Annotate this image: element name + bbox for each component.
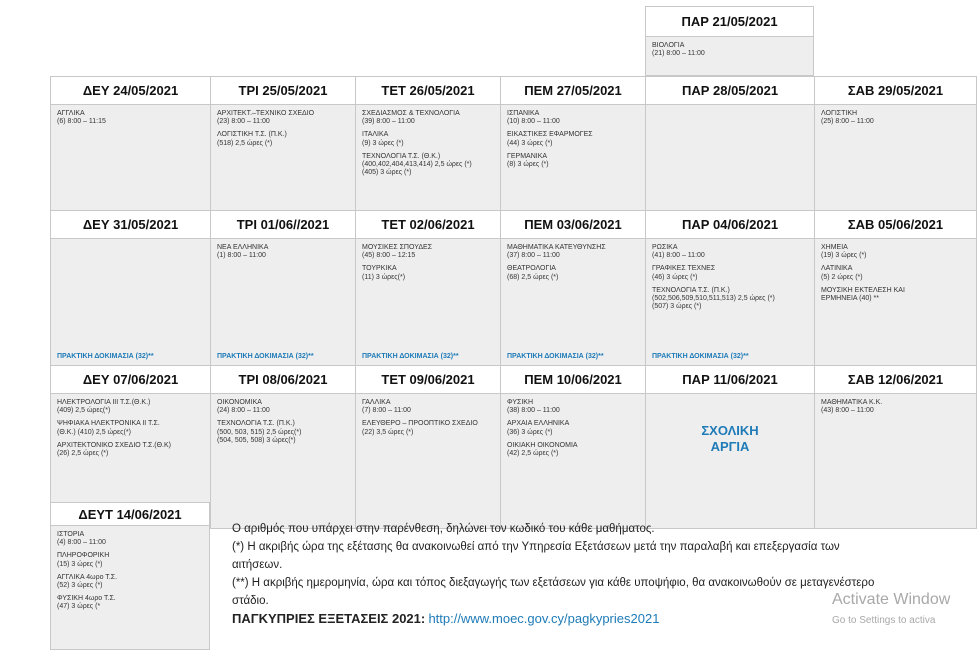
exam-entry: [217, 244, 349, 260]
exam-detail: (518) 2,5 ώρες (*): [217, 139, 273, 147]
day-header-top: ΠΑΡ 21/05/2021: [645, 6, 814, 37]
exam-subject: ΑΓΓΛΙΚΑ 4ωρο Τ.Σ.: [57, 573, 118, 581]
exam-subject: ΛΟΓΙΣΤΙΚΗ: [821, 110, 858, 117]
day-header: ΤΕΤ 26/05/2021: [355, 76, 501, 105]
day-header-last: ΔΕΥΤ 14/06/2021: [50, 502, 210, 526]
exam-subject: ΦΥΣΙΚΗ: [507, 399, 534, 406]
exam-entry: [507, 131, 639, 147]
exam-detail: (22) 3,5 ώρες (*): [362, 428, 414, 436]
day-cell: [645, 393, 815, 529]
exam-entry: [507, 244, 639, 260]
exam-subject: ΤΕΧΝΟΛΟΓΙΑ Τ.Σ. (Θ.Κ.): [362, 152, 441, 160]
exam-entry: [507, 110, 639, 126]
exam-entry: [507, 399, 639, 415]
day-cell-top: [645, 36, 814, 76]
activation-watermark: Activate Window: [832, 591, 951, 608]
exam-detail: (400,402,404,413,414) 2,5 ώρες (*) (405) 3 ώρες (*): [362, 161, 472, 177]
exam-subject: ΜΟΥΣΙΚΗ ΕΚΤΕΛΕΣΗ ΚΑΙ: [821, 286, 905, 294]
practical-exam-label: ΠΡΑΚΤΙΚΗ ΔΟΚΙΜΑΣΙΑ (32)**: [507, 352, 604, 360]
exam-subject: ΤΕΧΝΟΛΟΓΙΑ Τ.Σ. (Π.Κ.): [217, 420, 295, 428]
exam-subject: ΡΩΣΙΚΑ: [652, 244, 678, 251]
exam-detail: (5) 2 ώρες (*): [821, 273, 863, 281]
exam-entry: [507, 265, 639, 281]
day-header: ΣΑΒ 12/06/2021: [814, 365, 977, 394]
exam-entry: [507, 442, 639, 458]
day-header: ΔΕΥ 24/05/2021: [50, 76, 211, 105]
day-header: ΔΕΥ 31/05/2021: [50, 210, 211, 239]
day-cell: [814, 238, 977, 367]
exam-entry: [821, 287, 970, 303]
exam-entry: [362, 244, 494, 260]
exam-detail: (37) 8:00 – 11:00: [507, 252, 560, 260]
exams-title: ΠΑΓΚΥΠΡΙΕΣ ΕΞΕΤΑΣΕΙΣ 2021:: [232, 611, 426, 626]
exam-entry: [362, 420, 494, 436]
day-header: ΤΕΤ 09/06/2021: [355, 365, 501, 394]
exam-entry: [821, 110, 970, 126]
day-cell: [210, 238, 356, 367]
exam-subject: ΑΡΧΙΤΕΚΤ.–ΤΕΧΝΙΚΟ ΣΧΕΔΙΟ: [217, 110, 315, 117]
exam-detail: (9) 3 ώρες (*): [362, 139, 404, 147]
note-double-asterisk: (**) Η ακριβής ημερομηνία, ώρα και τόπος διεξαγωγής των εξετάσεων για κάθε υποψήφιο, θα ανακοινωθούν σε μεταγενέστερο: [232, 577, 875, 589]
exam-detail: (500, 503, 515) 2,5 ώρες(*) (504, 505, 508) 3 ώρες(*): [217, 428, 302, 444]
note-code-explanation: Ο αριθμός που υπάρχει στην παρένθεση, δηλώνει τον κωδικό του κάθε μαθήματος.: [232, 523, 655, 535]
exam-subject: ΣΧΕΔΙΑΣΜΟΣ & ΤΕΧΝΟΛΟΓΙΑ: [362, 110, 460, 117]
exam-detail: (10) 8:00 – 11:00: [507, 118, 560, 126]
exam-subject: ΛΟΓΙΣΤΙΚΗ Τ.Σ. (Π.Κ.): [217, 131, 287, 139]
exam-subject: ΕΛΕΥΘΕΡΟ – ΠΡΟΟΠΤΙΚΟ ΣΧΕΔΙΟ: [362, 420, 478, 428]
day-header: ΣΑΒ 29/05/2021: [814, 76, 977, 105]
exam-entry: [652, 42, 807, 58]
exam-entry: [362, 110, 494, 126]
note-single-asterisk-cont: αιτήσεων.: [232, 559, 283, 571]
exam-entry: [821, 399, 970, 415]
exam-subject: ΓΕΡΜΑΝΙΚΑ: [507, 152, 548, 160]
exam-detail: (42) 2,5 ώρες (*): [507, 450, 559, 458]
exam-entry: [217, 420, 349, 445]
day-cell: [210, 104, 356, 211]
exam-detail: (409) 2,5 ώρες(*): [57, 407, 111, 415]
exam-detail: (26) 2,5 ώρες (*): [57, 450, 109, 458]
exam-subject: ΓΡΑΦΙΚΕΣ ΤΕΧΝΕΣ: [652, 265, 716, 273]
exam-entry: [362, 153, 494, 178]
exam-detail: (4) 8:00 – 11:00: [57, 539, 106, 547]
exam-detail: (19) 3 ώρες (*): [821, 252, 867, 260]
exam-subject: ΤΕΧΝΟΛΟΓΙΑ Τ.Σ. (Π.Κ.): [652, 286, 730, 294]
exam-entry: [652, 244, 808, 260]
note-double-asterisk-cont: στάδιο.: [232, 595, 269, 607]
day-header: ΠΑΡ 04/06/2021: [645, 210, 815, 239]
exam-detail: (7) 8:00 – 11:00: [362, 407, 411, 415]
exam-entry: [507, 153, 639, 169]
day-header: ΠΕΜ 27/05/2021: [500, 76, 646, 105]
exam-detail: (45) 8:00 – 12:15: [362, 252, 416, 260]
day-header: ΠΑΡ 11/06/2021: [645, 365, 815, 394]
exam-entry: [217, 399, 349, 415]
exam-detail: (39) 8:00 – 11:00: [362, 118, 415, 126]
exam-entry: [57, 552, 203, 568]
exam-detail: (6) 8:00 – 11:15: [57, 118, 106, 126]
day-cell: [210, 393, 356, 529]
exam-detail: ΕΡΜΗΝΕΙΑ (40) **: [821, 295, 879, 303]
day-header: ΤΡΙ 25/05/2021: [210, 76, 356, 105]
exam-subject: ΗΛΕΚΤΡΟΛΟΓΙΑ ΙΙΙ Τ.Σ.(Θ.Κ.): [57, 399, 151, 406]
exam-subject: ΙΣΤΟΡΙΑ: [57, 531, 85, 538]
exam-subject: ΨΗΦΙΑΚΑ ΗΛΕΚΤΡΟΝΙΚΑ ΙΙ Τ.Σ.: [57, 420, 160, 428]
day-cell: [500, 104, 646, 211]
day-cell: [355, 104, 501, 211]
day-cell: [645, 104, 815, 211]
exam-detail: (11) 3 ώρες(*): [362, 273, 406, 281]
exam-detail: (46) 3 ώρες (*): [652, 273, 698, 281]
exams-link[interactable]: http://www.moec.gov.cy/pagkypries2021: [428, 611, 660, 626]
exam-detail: (21) 8:00 – 11:00: [652, 50, 705, 58]
exam-subject: ΟΙΚΟΝΟΜΙΚΑ: [217, 399, 262, 406]
exam-subject: ΦΥΣΙΚΗ 4ωρο Τ.Σ.: [57, 595, 116, 603]
exam-detail: (24) 8:00 – 11:00: [217, 407, 270, 415]
day-cell: [355, 238, 501, 367]
day-header: ΤΡΙ 08/06/2021: [210, 365, 356, 394]
day-header: ΣΑΒ 05/06/2021: [814, 210, 977, 239]
day-cell: [645, 238, 815, 367]
day-cell: [814, 393, 977, 529]
exam-detail: (Θ.Κ.) (410) 2,5 ώρες(*): [57, 428, 131, 436]
holiday-text: ΣΧΟΛΙΚΗ: [701, 423, 759, 438]
exam-subject: ΑΓΓΛΙΚΑ: [57, 110, 85, 117]
exam-subject: ΙΤΑΛΙΚΑ: [362, 131, 389, 139]
practical-exam-label: ΠΡΑΚΤΙΚΗ ΔΟΚΙΜΑΣΙΑ (32)**: [217, 352, 314, 360]
exam-detail: (25) 8:00 – 11:00: [821, 118, 874, 126]
exam-subject: ΟΙΚΙΑΚΗ ΟΙΚΟΝΟΜΙΑ: [507, 441, 578, 449]
day-cell: [500, 393, 646, 529]
holiday-text: ΑΡΓΙΑ: [710, 439, 750, 454]
day-header: ΤΕΤ 02/06/2021: [355, 210, 501, 239]
exam-entry: [57, 595, 203, 611]
exam-entry: [57, 399, 204, 415]
exam-entry: [362, 265, 494, 281]
exam-subject: ΛΑΤΙΝΙΚΑ: [821, 265, 853, 273]
practical-exam-label: ΠΡΑΚΤΙΚΗ ΔΟΚΙΜΑΣΙΑ (32)**: [362, 352, 459, 360]
exam-subject: ΜΑΘΗΜΑΤΙΚΑ Κ.Κ.: [821, 399, 883, 406]
practical-exam-label: ΠΡΑΚΤΙΚΗ ΔΟΚΙΜΑΣΙΑ (32)**: [652, 352, 749, 360]
exam-subject: ΑΡΧΑΙΑ ΕΛΛΗΝΙΚΑ: [507, 420, 570, 428]
exam-entry: [57, 531, 203, 547]
exam-detail: (44) 3 ώρες (*): [507, 139, 553, 147]
practical-exam-label: ΠΡΑΚΤΙΚΗ ΔΟΚΙΜΑΣΙΑ (32)**: [57, 352, 154, 360]
activation-watermark-hint: Go to Settings to activa: [832, 615, 936, 626]
exam-entry: [217, 110, 349, 126]
exam-detail: (38) 8:00 – 11:00: [507, 407, 560, 415]
notes-block: [232, 520, 977, 629]
exam-detail: (23) 8:00 – 11:00: [217, 118, 270, 126]
exam-subject: ΜΑΘΗΜΑΤΙΚΑ ΚΑΤΕΥΘΥΝΣΗΣ: [507, 244, 606, 251]
exam-detail: (502,506,509,510,511,513) 2,5 ώρες (*) (507) 3 ώρες (*): [652, 295, 775, 311]
exam-entry: [362, 131, 494, 147]
exam-entry: [821, 265, 970, 281]
day-cell: [500, 238, 646, 367]
exam-detail: (1) 8:00 – 11:00: [217, 252, 266, 260]
exam-detail: (43) 8:00 – 11:00: [821, 407, 874, 415]
exam-entry: [821, 244, 970, 260]
day-cell: [814, 104, 977, 211]
day-header: ΠΑΡ 28/05/2021: [645, 76, 815, 105]
exam-subject: ΜΟΥΣΙΚΕΣ ΣΠΟΥΔΕΣ: [362, 244, 433, 251]
exam-entry: [57, 574, 203, 590]
exam-entry: [362, 399, 494, 415]
day-cell: [355, 393, 501, 529]
exam-subject: ΑΡΧΙΤΕΚΤΟΝΙΚΟ ΣΧΕΔΙΟ Τ.Σ.(Θ.Κ): [57, 441, 171, 449]
exam-subject: ΝΕΑ ΕΛΛΗΝΙΚΑ: [217, 244, 269, 251]
exam-entry: [652, 287, 808, 312]
exam-detail: (68) 2,5 ώρες (*): [507, 273, 559, 281]
exam-subject: ΧΗΜΕΙΑ: [821, 244, 848, 251]
exam-subject: ΓΑΛΛΙΚΑ: [362, 399, 391, 406]
exam-detail: (15) 3 ώρες (*): [57, 560, 103, 568]
exam-subject: ΘΕΑΤΡΟΛΟΓΙΑ: [507, 265, 556, 273]
exam-detail: (47) 3 ώρες (*: [57, 603, 101, 611]
school-holiday-label: [652, 399, 808, 455]
exam-subject: ΒΙΟΛΟΓΙΑ: [652, 42, 685, 49]
exam-subject: ΕΙΚΑΣΤΙΚΕΣ ΕΦΑΡΜΟΓΕΣ: [507, 131, 593, 139]
exam-subject: ΤΟΥΡΚΙΚΑ: [362, 265, 397, 273]
day-header: ΠΕΜ 10/06/2021: [500, 365, 646, 394]
day-header: ΤΡΙ 01/06//2021: [210, 210, 356, 239]
exam-entry: [57, 442, 204, 458]
exam-detail: (52) 3 ώρες (*): [57, 582, 103, 590]
day-cell: [50, 238, 211, 367]
note-single-asterisk: (*) Η ακριβής ώρα της εξέτασης θα ανακοινωθεί από την Υπηρεσία Εξετάσεων μετά την παραλαβή και επεξεργασία των: [232, 541, 840, 553]
exam-entry: [507, 420, 639, 436]
exam-subject: ΠΛΗΡΟΦΟΡΙΚΗ: [57, 552, 110, 560]
day-cell-last: [50, 525, 210, 650]
exam-detail: (36) 3 ώρες (*): [507, 428, 553, 436]
day-cell: [50, 104, 211, 211]
exam-subject: ΙΣΠΑΝΙΚΑ: [507, 110, 540, 117]
day-header: ΠΕΜ 03/06/2021: [500, 210, 646, 239]
exam-detail: (8) 3 ώρες (*): [507, 161, 549, 169]
exam-entry: [652, 265, 808, 281]
exam-entry: [57, 110, 204, 126]
exam-detail: (41) 8:00 – 11:00: [652, 252, 705, 260]
exam-entry: [57, 420, 204, 436]
exam-entry: [217, 131, 349, 147]
day-header: ΔΕΥ 07/06/2021: [50, 365, 211, 394]
